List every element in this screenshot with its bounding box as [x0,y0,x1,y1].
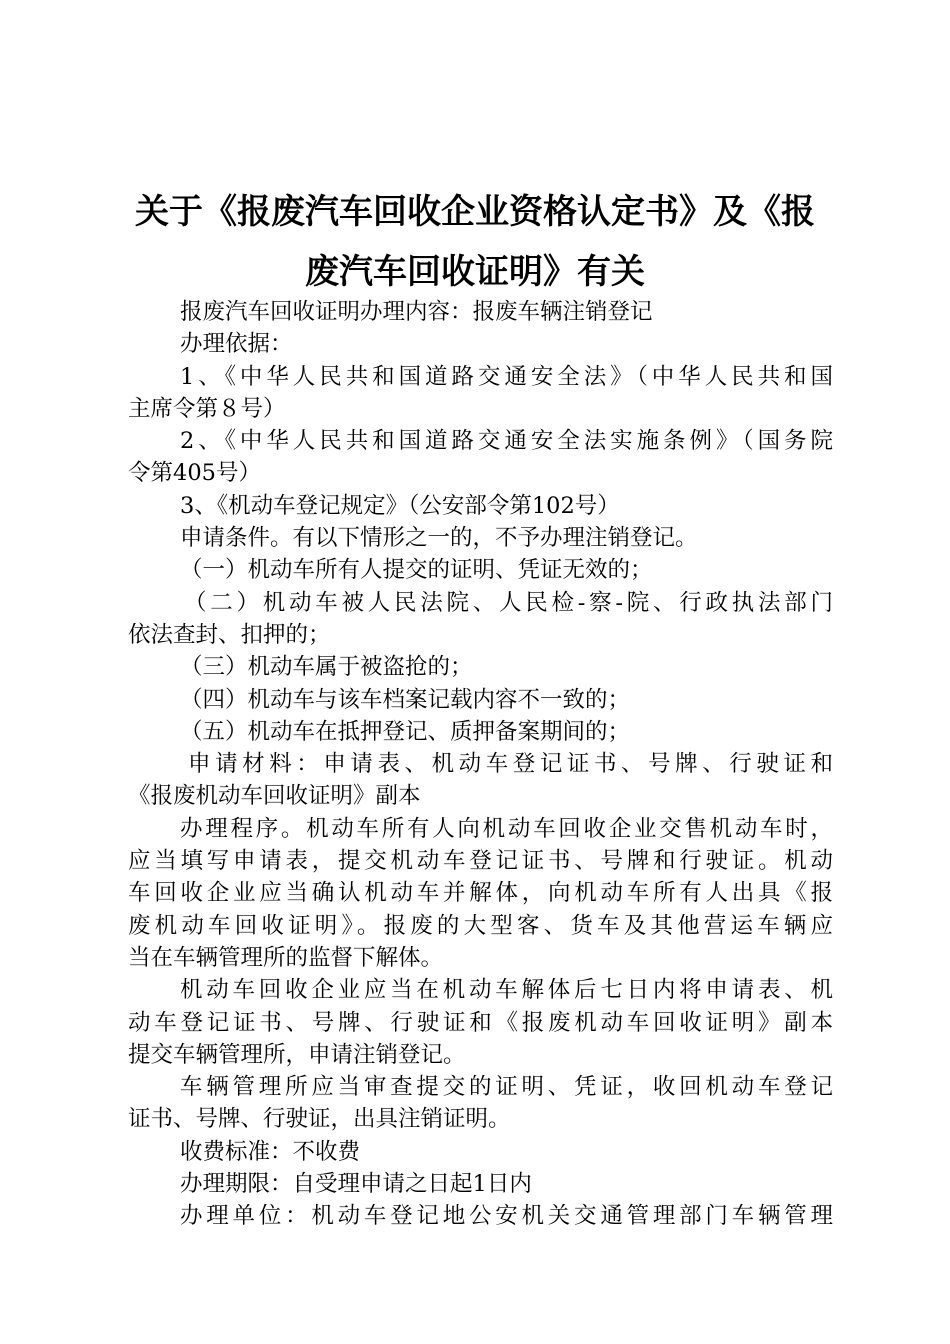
paragraph-line: 申请材料：申请表、机动车登记证书、号牌、行驶证和 [188,751,833,778]
title-line-2: 废汽车回收证明》有关 [305,252,645,292]
paragraph-line: 办理单位：机动车登记地公安机关交通管理部门车辆管理 [180,1203,833,1230]
paragraph-line: （二）机动车被人民法院、人民检-察-院、行政执法部门 [184,589,833,616]
paragraph-line: 当在车辆管理所的监督下解体。 [128,944,444,971]
paragraph-line: 车回收企业应当确认机动车并解体，向机动车所有人出具《报 [128,880,833,907]
paragraph-line: （四）机动车与该车档案记载内容不一致的； [180,686,631,713]
paragraph-line: 依法查封、扣押的； [128,621,331,648]
paragraph-line: （一）机动车所有人提交的证明、凭证无效的； [180,557,653,584]
paragraph-line: 2、《中华人民共和国道路交通安全法实施条例》（国务院 [180,428,833,455]
paragraph-line: （三）机动车属于被盗抢的； [180,654,473,681]
paragraph-line: （五）机动车在抵押登记、质押备案期间的； [180,718,631,745]
paragraph-line: 报废汽车回收证明办理内容：报废车辆注销登记 [180,299,653,325]
document-body [128,296,833,1233]
paragraph-line: 申请条件。有以下情形之一的，不予办理注销登记。 [180,525,698,552]
title-line-1: 关于《报废汽车回收企业资格认定书》及《报 [135,192,815,232]
paragraph-line: 办理依据： [180,331,293,358]
paragraph-line: 应当填写申请表，提交机动车登记证书、号牌和行驶证。机动 [128,848,833,875]
paragraph-line: 车辆管理所应当审查提交的证明、凭证，收回机动车登记 [180,1074,833,1101]
paragraph-line: 动车登记证书、号牌、行驶证和《报废机动车回收证明》副本 [128,1009,833,1036]
paragraph-line: 证书、号牌、行驶证，出具注销证明。 [128,1106,511,1133]
paragraph-line: 1、《中华人民共和国道路交通安全法》（中华人民共和国 [180,363,833,390]
paragraph-line: 废机动车回收证明》。报废的大型客、货车及其他营运车辆应 [128,912,833,939]
paragraph-line: 办理程序。机动车所有人向机动车回收企业交售机动车时， [180,815,833,842]
paragraph-line: 3、《机动车登记规定》（公安部令第102号） [180,492,620,519]
paragraph-line: 办理期限：自受理申请之日起1日内 [180,1171,532,1198]
paragraph-line: 令第405号） [128,460,261,487]
paragraph-line: 提交车辆管理所，申请注销登记。 [128,1041,466,1068]
paragraph-line: 机动车回收企业应当在机动车解体后七日内将申请表、机 [180,977,833,1004]
paragraph-line: 《报废机动车回收证明》副本 [128,783,421,810]
document-title [110,182,840,302]
paragraph-line: 主席令第８号） [128,395,286,422]
paragraph-line: 收费标准：不收费 [180,1138,361,1165]
